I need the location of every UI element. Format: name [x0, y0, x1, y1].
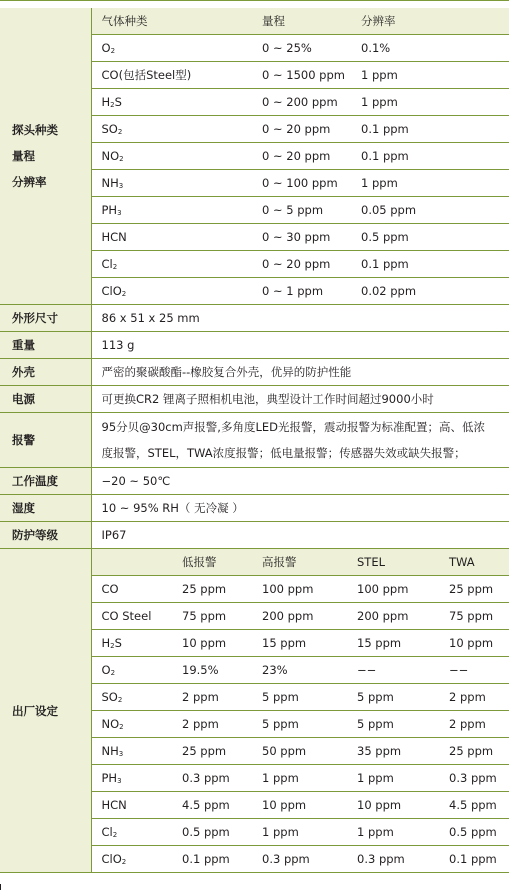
- probe-range-cell: 0 ~ 20 ppm: [252, 116, 351, 143]
- power-row: [0, 386, 509, 413]
- factory-col-stel-twa-header: [351, 549, 509, 576]
- gas-formula: PH: [101, 203, 118, 217]
- factory-high-alarm-cell: 23%: [252, 657, 351, 684]
- probe-resolution-cell: 1 ppm: [351, 89, 509, 116]
- humidity-value: 10 ~ 95% RH（ 无冷凝 ）: [91, 495, 509, 522]
- factory-stel-value: 0.3 ppm: [357, 852, 405, 866]
- gas-formula: ClO: [101, 852, 122, 866]
- probe-resolution-cell: 0.1 ppm: [351, 251, 509, 278]
- gas-formula: Cl: [101, 257, 113, 271]
- factory-stel-value: 10 ppm: [357, 798, 402, 812]
- factory-gas-cell: [91, 603, 172, 630]
- factory-high-alarm-cell: 15 ppm: [252, 630, 351, 657]
- probe-range-cell: 0 ~ 1 ppm: [252, 278, 351, 305]
- factory-stel-value: 1 ppm: [357, 771, 394, 785]
- temperature-value: −20 ~ 50℃: [91, 468, 509, 495]
- factory-gas-cell: [91, 792, 172, 819]
- factory-high-alarm-cell: 1 ppm: [252, 819, 351, 846]
- factory-stel-twa-cell: [351, 765, 509, 792]
- gas-formula-tail: S: [114, 95, 122, 109]
- gas-formula-tail: S: [114, 636, 122, 650]
- factory-high-alarm-cell: 200 ppm: [252, 603, 351, 630]
- factory-twa-value: 0.5 ppm: [449, 825, 497, 839]
- probe-resolution-cell: 0.05 ppm: [351, 197, 509, 224]
- gas-subscript: 2: [110, 101, 115, 109]
- gas-formula: HCN: [101, 798, 127, 812]
- gas-formula: NH: [101, 744, 119, 758]
- factory-gas-cell: [91, 684, 172, 711]
- gas-formula: Cl: [101, 825, 113, 839]
- factory-gas-cell: [91, 657, 172, 684]
- factory-stel-twa-cell: [351, 819, 509, 846]
- gas-formula: O: [101, 663, 111, 677]
- factory-high-alarm-cell: 5 ppm: [252, 684, 351, 711]
- ip-rating-label: 防护等级: [0, 522, 91, 549]
- housing-row: [0, 359, 509, 386]
- probe-range-cell: 0 ~ 25%: [252, 35, 351, 62]
- factory-twa-value: 25 ppm: [449, 744, 494, 758]
- ip-rating-value: IP67: [91, 522, 509, 549]
- factory-low-alarm-cell: 0.3 ppm: [172, 765, 252, 792]
- factory-low-alarm-cell: 75 ppm: [172, 603, 252, 630]
- gas-subscript: 2: [117, 696, 123, 704]
- probe-range-cell: 0 ~ 100 ppm: [252, 170, 351, 197]
- gas-subscript: 2: [112, 263, 118, 271]
- probe-resolution-label: 分辨率: [12, 175, 47, 189]
- gas-subscript: 3: [118, 750, 124, 758]
- factory-twa-value: 75 ppm: [449, 609, 494, 623]
- probe-range-label: 量程: [12, 149, 35, 163]
- factory-low-alarm-cell: 2 ppm: [172, 711, 252, 738]
- factory-low-alarm-cell: 25 ppm: [172, 576, 252, 603]
- factory-stel-value: 5 ppm: [357, 690, 394, 704]
- factory-col-stel-header: STEL: [357, 555, 385, 569]
- factory-gas-cell: [91, 576, 172, 603]
- gas-formula: ClO: [101, 284, 122, 298]
- humidity-row: [0, 495, 509, 522]
- factory-high-alarm-cell: 10 ppm: [252, 792, 351, 819]
- gas-formula: NO: [101, 149, 120, 163]
- factory-high-alarm-cell: 100 ppm: [252, 576, 351, 603]
- factory-high-alarm-cell: 0.3 ppm: [252, 846, 351, 873]
- gas-subscript: 2: [110, 669, 116, 677]
- factory-twa-value: 2 ppm: [449, 717, 486, 731]
- alarm-line-2: 度报警，STEL，TWA浓度报警；低电量报警；传感器失效或缺失报警；: [101, 446, 466, 460]
- probe-label-cell: [0, 8, 91, 305]
- probe-resolution-cell: 1 ppm: [351, 62, 509, 89]
- housing-value: 严密的聚碳酸酯--橡胶复合外壳，优异的防护性能: [91, 359, 509, 386]
- gas-subscript: 2: [121, 290, 127, 298]
- alarm-value: [91, 413, 509, 468]
- factory-stel-twa-cell: [351, 846, 509, 873]
- general-specs: [0, 305, 509, 549]
- gas-subscript: 3: [117, 209, 122, 217]
- weight-value: 113 g: [91, 332, 509, 359]
- alarm-line-1: 95分贝@30cm声报警,多角度LED光报警，震动报警为标准配置；高、低浓: [101, 420, 485, 434]
- factory-stel-value: 5 ppm: [357, 717, 394, 731]
- power-value: 可更换CR2 锂离子照相机电池，典型设计工作时间超过9000小时: [91, 386, 509, 413]
- probe-gas-cell: [91, 143, 252, 170]
- factory-twa-value: 10 ppm: [449, 636, 494, 650]
- size-label: 外形尺寸: [0, 305, 91, 332]
- col-range-header: 量程: [252, 8, 351, 35]
- size-value: 86 x 51 x 25 mm: [91, 305, 509, 332]
- gas-formula: HCN: [101, 230, 127, 244]
- factory-low-alarm-cell: 2 ppm: [172, 684, 252, 711]
- factory-col-high-alarm-header: 高报警: [252, 549, 351, 576]
- factory-stel-twa-cell: [351, 657, 509, 684]
- factory-col-gas-header: [91, 549, 172, 576]
- gas-formula: CO: [101, 582, 119, 596]
- spec-table: [0, 8, 509, 873]
- gas-subscript: 2: [121, 858, 127, 866]
- probe-gas-cell: [91, 35, 252, 62]
- gas-formula: H: [101, 95, 111, 109]
- probe-gas-cell: [91, 197, 252, 224]
- probe-gas-cell: [91, 251, 252, 278]
- probe-gas-cell: [91, 224, 252, 251]
- factory-twa-value: 0.1 ppm: [449, 852, 497, 866]
- weight-row: [0, 332, 509, 359]
- factory-stel-twa-cell: [351, 630, 509, 657]
- factory-gas-cell: [91, 819, 172, 846]
- gas-subscript: 3: [118, 182, 124, 190]
- probe-resolution-cell: 0.1 ppm: [351, 143, 509, 170]
- housing-label: 外壳: [0, 359, 91, 386]
- factory-low-alarm-cell: 25 ppm: [172, 738, 252, 765]
- factory-stel-value: 1 ppm: [357, 825, 394, 839]
- factory-low-alarm-cell: 19.5%: [172, 657, 252, 684]
- probe-range-cell: 0 ~ 5 ppm: [252, 197, 351, 224]
- factory-high-alarm-cell: 1 ppm: [252, 765, 351, 792]
- alarm-label: 报警: [0, 413, 91, 468]
- factory-twa-value: −−: [449, 663, 469, 677]
- factory-twa-value: 2 ppm: [449, 690, 486, 704]
- col-gas-type-header: 气体种类: [91, 8, 252, 35]
- gas-subscript: 2: [110, 47, 116, 55]
- factory-stel-value: 200 ppm: [357, 609, 409, 623]
- probe-gas-cell: [91, 116, 252, 143]
- factory-gas-cell: [91, 630, 172, 657]
- factory-high-alarm-cell: 5 ppm: [252, 711, 351, 738]
- factory-stel-value: 100 ppm: [357, 582, 409, 596]
- factory-gas-cell: [91, 846, 172, 873]
- gas-subscript: 2: [117, 128, 123, 136]
- factory-stel-twa-cell: [351, 792, 509, 819]
- corner-crop-mark: [0, 884, 5, 890]
- gas-formula: SO: [101, 690, 118, 704]
- probe-gas-cell: [91, 170, 252, 197]
- probe-section: [0, 8, 509, 305]
- factory-gas-cell: [91, 711, 172, 738]
- gas-subscript: 2: [110, 642, 115, 650]
- factory-stel-value: −−: [357, 663, 377, 677]
- probe-range-cell: 0 ~ 200 ppm: [252, 89, 351, 116]
- gas-subscript: 2: [112, 831, 118, 839]
- probe-gas-cell: [91, 89, 252, 116]
- factory-gas-cell: [91, 765, 172, 792]
- gas-subscript: 2: [119, 723, 124, 731]
- col-resolution-header: 分辨率: [351, 8, 509, 35]
- factory-twa-value: 0.3 ppm: [449, 771, 497, 785]
- probe-resolution-cell: 0.1%: [351, 35, 509, 62]
- probe-type-label: 探头种类: [12, 123, 58, 137]
- factory-low-alarm-cell: 0.5 ppm: [172, 819, 252, 846]
- gas-formula: CO Steel: [101, 609, 152, 623]
- factory-col-low-alarm-header: 低报警: [172, 549, 252, 576]
- gas-formula: NO: [101, 717, 120, 731]
- gas-formula: H: [101, 636, 111, 650]
- probe-range-cell: 0 ~ 20 ppm: [252, 251, 351, 278]
- factory-twa-value: 25 ppm: [449, 582, 494, 596]
- gas-formula: SO: [101, 122, 118, 136]
- factory-stel-twa-cell: [351, 603, 509, 630]
- factory-stel-value: 15 ppm: [357, 636, 402, 650]
- alarm-row: [0, 413, 509, 468]
- factory-low-alarm-cell: 0.1 ppm: [172, 846, 252, 873]
- factory-col-twa-header: TWA: [449, 555, 475, 569]
- factory-stel-twa-cell: [351, 576, 509, 603]
- gas-formula: O: [101, 41, 111, 55]
- factory-stel-twa-cell: [351, 738, 509, 765]
- humidity-label: 湿度: [0, 495, 91, 522]
- factory-high-alarm-cell: 50 ppm: [252, 738, 351, 765]
- gas-formula: NH: [101, 176, 119, 190]
- temperature-row: [0, 468, 509, 495]
- probe-resolution-cell: 0.02 ppm: [351, 278, 509, 305]
- factory-stel-twa-cell: [351, 711, 509, 738]
- gas-formula: CO(包括Steel型): [101, 68, 192, 82]
- factory-stel-value: 35 ppm: [357, 744, 402, 758]
- gas-subscript: 3: [117, 777, 122, 785]
- factory-low-alarm-cell: 10 ppm: [172, 630, 252, 657]
- factory-low-alarm-cell: 4.5 ppm: [172, 792, 252, 819]
- temperature-label: 工作温度: [0, 468, 91, 495]
- factory-stel-twa-cell: [351, 684, 509, 711]
- gas-formula: PH: [101, 771, 118, 785]
- probe-resolution-cell: 0.5 ppm: [351, 224, 509, 251]
- gas-subscript: 2: [119, 155, 124, 163]
- power-label: 电源: [0, 386, 91, 413]
- factory-gas-cell: [91, 738, 172, 765]
- probe-range-cell: 0 ~ 20 ppm: [252, 143, 351, 170]
- probe-range-cell: 0 ~ 1500 ppm: [252, 62, 351, 89]
- top-rule: [0, 0, 509, 1]
- probe-gas-cell: [91, 62, 252, 89]
- factory-settings-label: 出厂设定: [0, 549, 91, 873]
- probe-resolution-cell: 1 ppm: [351, 170, 509, 197]
- ip-rating-row: [0, 522, 509, 549]
- probe-range-cell: 0 ~ 30 ppm: [252, 224, 351, 251]
- weight-label: 重量: [0, 332, 91, 359]
- factory-twa-value: 4.5 ppm: [449, 798, 497, 812]
- probe-gas-cell: [91, 278, 252, 305]
- factory-header-row: [0, 549, 509, 576]
- probe-header-row: [0, 8, 509, 35]
- factory-settings-section: [0, 549, 509, 873]
- probe-resolution-cell: 0.1 ppm: [351, 116, 509, 143]
- size-row: [0, 305, 509, 332]
